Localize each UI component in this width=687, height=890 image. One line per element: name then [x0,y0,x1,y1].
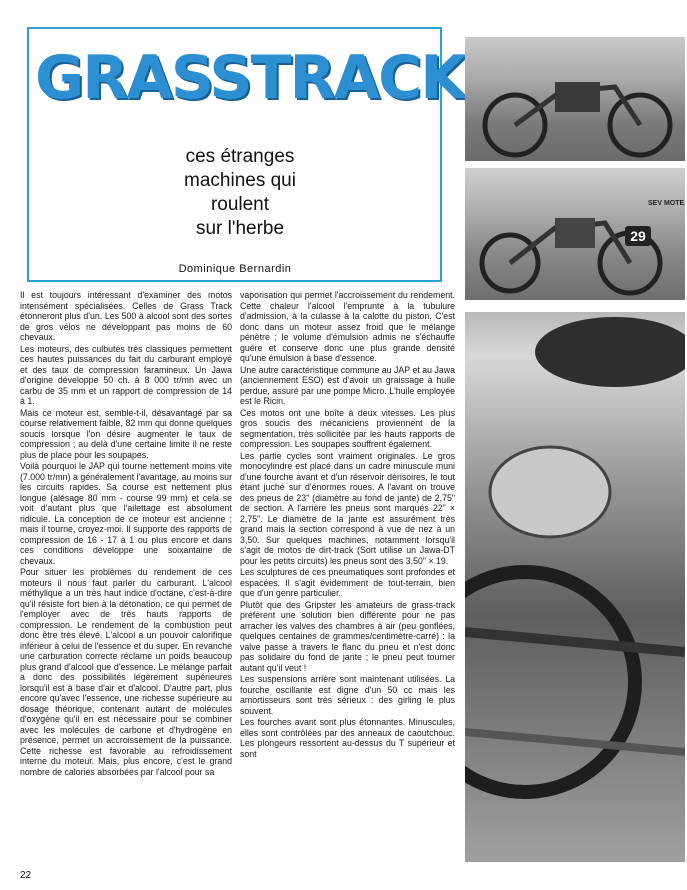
paragraph: Il est toujours intéressant d'examiner des motos intensément spécialisées. Celles de Grass Track étonneront plus d'un. Les 500 à alcool sont des sortes de gros vélos ne développant pas moins de 60 chevaux. [20,290,232,342]
article-subtitle [110,145,370,241]
subtitle-line: roulent [210,194,270,215]
motorcycle-illustration [465,168,685,300]
paragraph: Les sculptures de ces pneumatiques sont profondes et espacées. Il s'agit évidemment de tout-terrain, bien que d'un genre particulier. [240,567,455,598]
subtitle-line: ces étranges [185,146,295,167]
banner-text: SEV MOTE [648,200,685,207]
paragraph: Les fourches avant sont plus étonnantes. Minuscules, elles sont contrôlées par des anneaux de caoutchouc. Les plongeurs ressortent au-dessus du T supérieur et sont [240,717,455,759]
race-number-plate: 29 [625,226,651,246]
text-column-right [240,290,455,760]
paragraph: Pour situer les problèmes du rendement de ces moteurs il nous faut parler du carburant. L'alcool méthylique a un très haut indice d'octane, c'est-à-dire qu'il résiste fort bien à la détonation, ce qui permet de l'employer avec de très hauts rapports de compression. Le rendement de la combustion peut donc être très élevé. L'alcool a un pouvoir calorifique inférieur à celui de l'essence et du super. En revanche une carburation correcte réclame un poids beaucoup plus grand d'alcool que d'essence. Le mélange parfait a donc des possibilités légèrement supérieures lorsqu'il est à base d'air et d'alcool. D'autre part, plus encore qu'avec l'essence, une richesse supérieure au dosage théorique, contenant autant de molécules d'oxygène qu'il en est nécessaire pour se combiner avec les molécules de carbone et d'hydrogène en présence, permet un accroissement de la puissance. Cette richesse est favorable au refroidissement interne du moteur. Mais, plus encore, c'est le grand nombre de calories absorbées par l'alcool pour sa [20,567,232,777]
photo-motorcycle-paddock [465,168,685,300]
paragraph: Voilà pourquoi le JAP qui tourne nettement moins vite (7.000 tr/mn) a généralement l'avantage, au moins sur les circuits rapides. Sa course est nettement plus longue (alésage 80 mm - course 99 mm) et cela se voit d'autant plus que l'ailettage est absolument ridicule. La conception de ce moteur est ancienne ; mais il tourne, croyez-moi. Il supporte des rapports de compression de 16 - 17 à 1 ou plus encore et dans ces conditions développe une soixantaine de chevaux. [20,461,232,566]
photo-motorcycle-side [465,37,685,161]
subtitle-line: machines qui [184,170,296,191]
text-column-left [20,290,232,778]
subtitle-line: sur l'herbe [195,218,285,239]
paragraph: Mais ce moteur est, semble-t-il, désavantagé par sa course relativement faible, 82 mm qui donne quelques soucis lorsque l'on désire augmenter le taux de compression ; au delà d'une certaine limite il ne reste plus de place pour les soupapes. [20,407,232,460]
paragraph: Plutôt que des Gripster les amateurs de grass-track préfèrent une solution bien différente pour ne pas arracher les valves des chambres à air (peu gonflées, quelques centaines de grammes/centimètre-carré) : la valve passe à travers le flanc du pneu et n'est donc pas solidaire du fond de jante ; le pneu peut tourner autant qu'il veut ! [240,599,455,673]
author-byline: Dominique Bernardin [178,263,292,275]
paragraph: Les suspensions arrière sont maintenant utilisées. La fourche oscillante est digne d'un 50 cc mais les amortisseurs sont très sérieux : des girling le plus souvent. [240,674,455,716]
paragraph: vaporisation qui permet l'accroissement du rendement. Cette chaleur l'alcool l'emprunte à la tubulure d'admission, à la culasse à la calotte du piston. C'est donc dans un moteur assez froid que le mélange pénètre ; le volume d'émulsion admis ne s'échauffe guère et conserve donc une plus grande densité qu'une émulsion à base d'essence. [240,290,455,363]
paragraph: Une autre caractéristique commune au JAP et au Jawa (anciennement ESO) est d'avoir un graissage à huile perdue, assuré par une pompe Micro. L'huile employée est le Ricin. [240,364,455,406]
page-number: 22 [20,870,32,881]
paragraph: Les partie cycles sont vraiment originales. Le gros monocylindre est placé dans un cadre minuscule muni d'une fourche avant et d'un réservoir dérisoires, le tout étant juché sur d'énormes roues. A l'avant on trouve des pneus de 23" (diamètre au fond de jante) de 2,75" de section. A l'arrière les pneus sont marqués 22" × 2,75". Le diamètre de la jante est assurément très grand mais la section correspond à vue de nez à un 3,50. Sur quelques machines, notamment lorsqu'il s'agit de motos de dirt-track (Sort utilise un Jawa-DT pour les petits circuits) les pneus sont des 3,50" × 19. [240,450,455,566]
grass-track-logo: GRASSTRACK [35,43,465,113]
paragraph: Les moteurs, des culbutés très classiques permettent ces hautes puissances du fait du carburant employé et des taux de compression faramineux. Un Jawa d'origine développe 50 ch. à 8 000 tr/mn avec un carbu de 35 mm et un rapport de compression de 14 à 1. [20,343,232,406]
engine-closeup-illustration [465,312,685,862]
paragraph: Ces motos ont une boîte à deux vitesses. Les plus gros soucis des mécaniciens proviennent de la segmentation, très sollicitée par les hauts rapports de compression. Les soupapes souffrent également. [240,407,455,449]
motorcycle-illustration [465,37,685,161]
photo-closeup-engine [465,312,685,862]
